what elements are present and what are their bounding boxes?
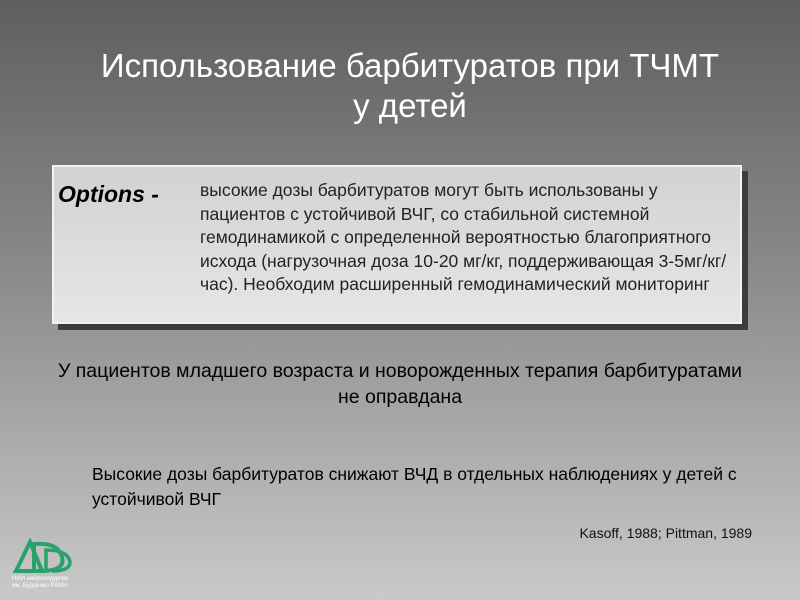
options-box xyxy=(52,165,742,324)
logo-caption-line-2: им. Бурденко РАМН xyxy=(12,583,68,589)
options-text: высокие дозы барбитуратов могут быть использованы у пациентов с устойчивой ВЧГ, со стабильной системной гемодинамикой с определенной вероятностью благоприятного исхода (нагрузочная доза 10-20 мг/кг, поддерживающая 3-5мг/кг/час). Необходим расширенный гемодинамический мониторинг xyxy=(200,180,727,294)
reference-citation: Kasoff, 1988; Pittman, 1989 xyxy=(579,525,752,541)
slide-title xyxy=(40,46,780,126)
title-line-1: Использование барбитуратов при ТЧМТ xyxy=(100,47,720,84)
logo-caption-line-1: НИИ нейрохирургии xyxy=(12,576,69,582)
title-line-2: у детей xyxy=(353,87,467,124)
institute-logo xyxy=(12,538,76,596)
logo-caption xyxy=(12,576,76,590)
options-label: Options - xyxy=(58,181,159,207)
young-patients-note: У пациентов младшего возраста и новорожденных терапия барбитуратами не оправдана xyxy=(57,360,743,408)
high-dose-note: Высокие дозы барбитуратов снижают ВЧД в отдельных наблюдениях у детей с устойчивой ВЧГ xyxy=(92,464,737,509)
brain-logo-icon xyxy=(12,538,76,574)
